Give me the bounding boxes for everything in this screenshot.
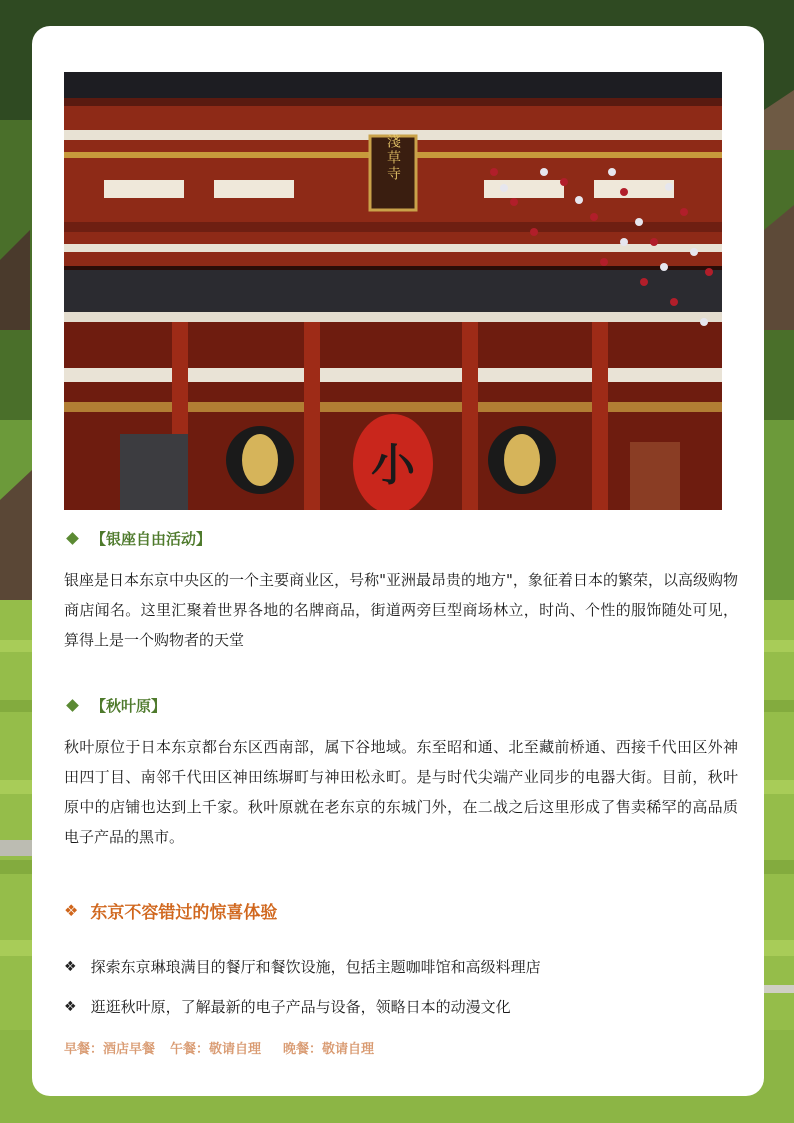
fleuron-icon: ❖ [64,958,77,975]
lantern-text: 小 [371,440,415,491]
section-title: 【秋叶原】 [91,697,167,715]
highlight-item-text: 探索东京琳琅满目的餐厅和餐饮设施，包括主题咖啡馆和高级料理店 [90,958,541,976]
meal-breakfast: 早餐：酒店早餐 [64,1042,156,1057]
meal-dinner: 晚餐：敬请自理 [283,1042,375,1057]
section-body-akihabara: 秋叶原位于日本东京都台东区西南部，属下谷地域。东至昭和通、北至藏前桥通、西接千代田区外神田四丁目、南邻千代田区神田练塀町与神田松永町。是与时代尖端产业同步的电器大街。目前，秋叶原中的店铺也达到上千家。秋叶原就在老东京的东城门外，在二战之后这里形成了售卖稀罕的高品质电子产品的黑市。 [64,738,738,846]
temple-plaque: 淺草寺 [385,134,401,182]
fleuron-icon: ❖ [64,998,77,1015]
highlight-heading [64,898,277,923]
section-title: 【银座自由活动】 [91,530,212,548]
highlight-item-text: 逛逛秋叶原，了解最新的电子产品与设备，领略日本的动漫文化 [90,998,511,1016]
section-heading-ginza [64,528,211,549]
highlight-title: 东京不容错过的惊喜体验 [90,903,278,923]
meals-line [64,1038,389,1057]
section-heading-akihabara [64,695,166,716]
diamond-bullet-icon [66,532,79,545]
fleuron-icon: ❖ [64,901,79,920]
content-card [32,26,764,1096]
diamond-bullet-icon [66,699,79,712]
temple-gate-photo [64,72,722,510]
highlight-item [64,956,541,977]
meal-lunch: 午餐：敬请自理 [170,1042,262,1057]
highlight-item [64,996,511,1017]
section-body-ginza: 银座是日本东京中央区的一个主要商业区，号称"亚洲最昂贵的地方"，象征着日本的繁荣，以高级购物商店闻名。这里汇聚着世界各地的名牌商品，街道两旁巨型商场林立，时尚、个性的服饰随处可见，算得上是一个购物者的天堂 [64,571,738,649]
